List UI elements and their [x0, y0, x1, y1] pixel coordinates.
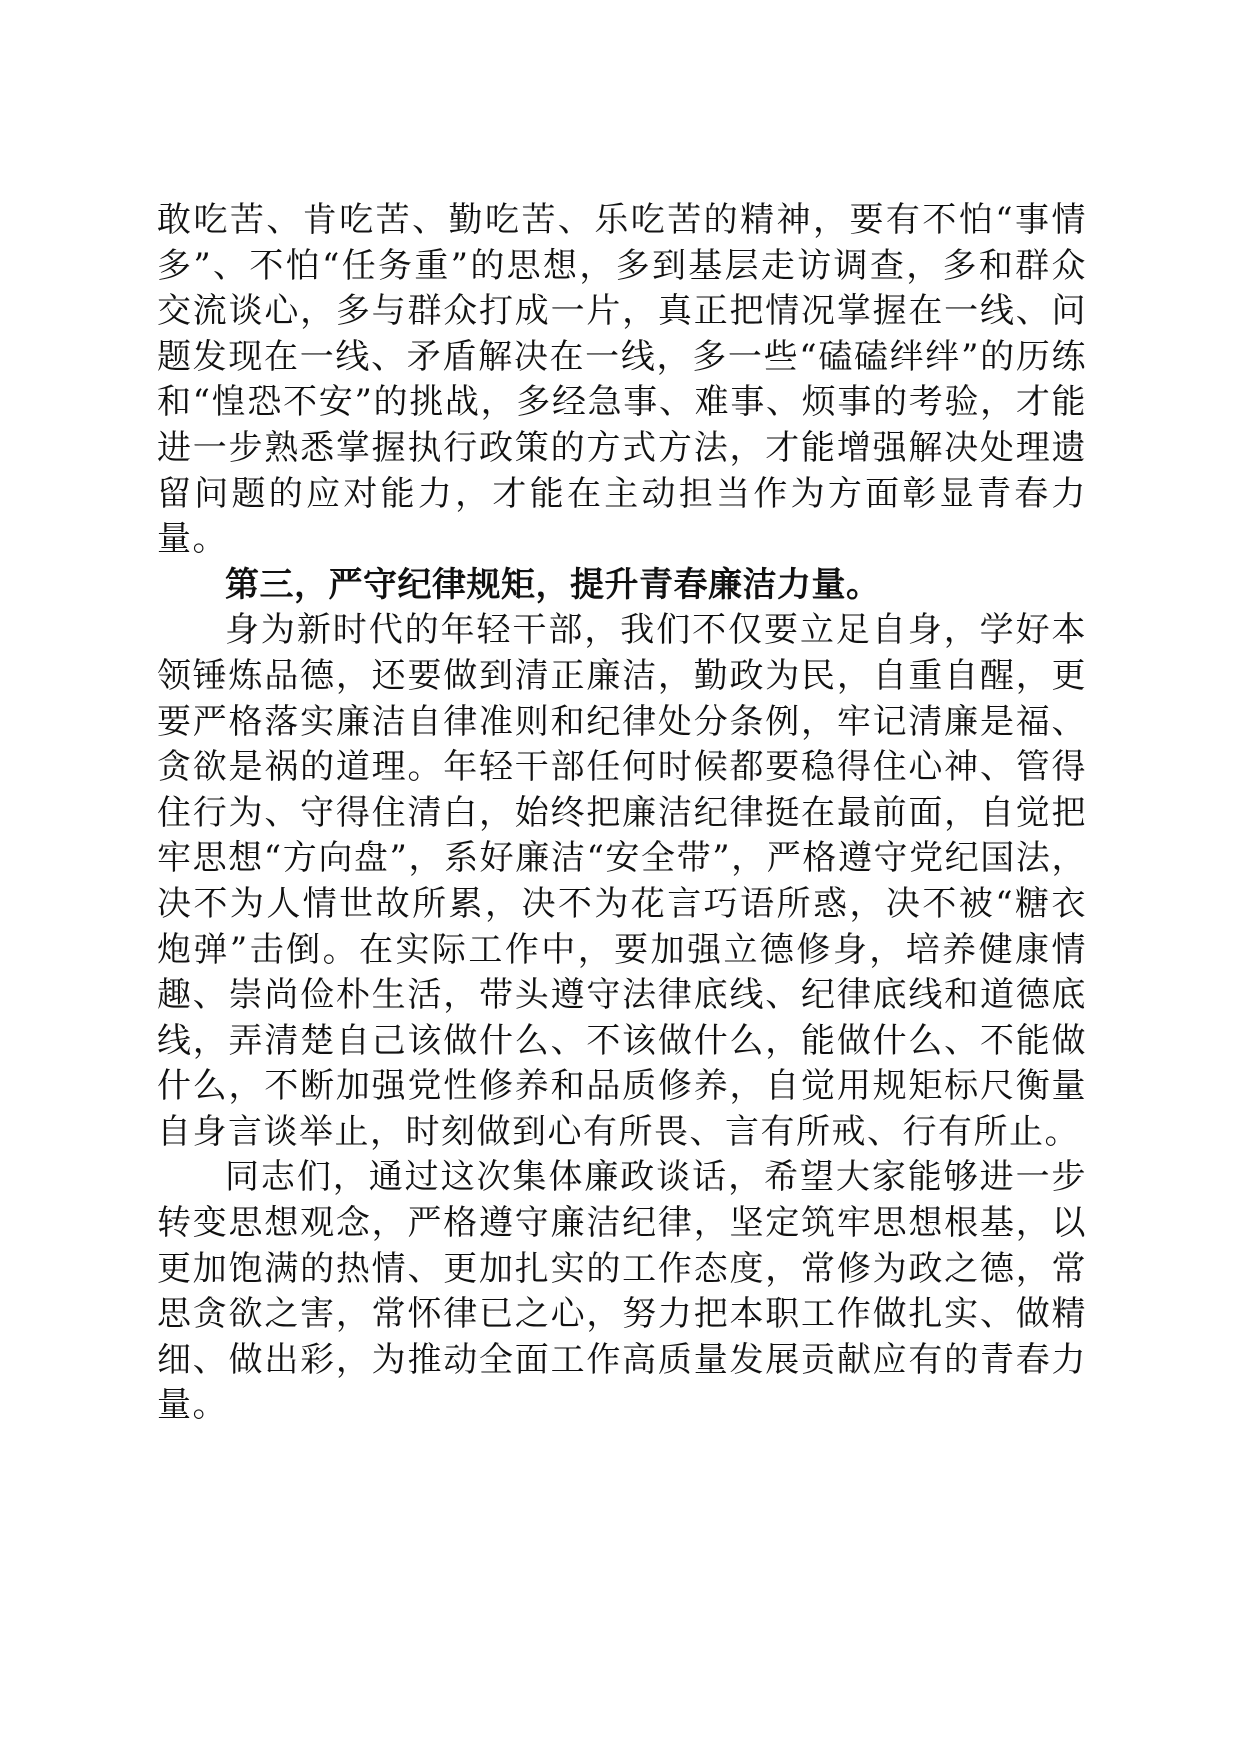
paragraph-continuation: 敢吃苦、肯吃苦、勤吃苦、乐吃苦的精神，要有不怕“事情多”、不怕“任务重”的思想，多到基层走访调查，多和群众交流谈心，多与群众打成一片，真正把情况掌握在一线、问题发现在一线、矛盾解决在一线，多一些“磕磕绊绊”的历练和“惶恐不安”的挑战，多经急事、难事、烦事的考验，才能进一步熟悉掌握执行政策的方式方法，才能增强解决处理遗留问题的应对能力，才能在主动担当作为方面彰显青春力量。 [157, 200, 1087, 560]
paragraph-closing: 同志们，通过这次集体廉政谈话，希望大家能够进一步转变思想观念，严格遵守廉洁纪律，坚定筑牢思想根基，以更加饱满的热情、更加扎实的工作态度，常修为政之德，常思贪欲之害，常怀律已之心，努力把本职工作做扎实、做精细、做出彩，为推动全面工作高质量发展贡献应有的青春力量。 [157, 1157, 1087, 1426]
section-three-heading: 第三，严守纪律规矩，提升青春廉洁力量。 [225, 564, 881, 605]
paragraph-section-three-body: 身为新时代的年轻干部，我们不仅要立足自身，学好本领锤炼品德，还要做到清正廉洁，勤政为民，自重自醒，更要严格落实廉洁自律准则和纪律处分条例，牢记清廉是福、贪欲是祸的道理。年轻干部任何时候都要稳得住心神、管得住行为、守得住清白，始终把廉洁纪律挺在最前面，自觉把牢思想“方向盘”，系好廉洁“安全带”，严格遵守党纪国法，决不为人情世故所累，决不为花言巧语所惑，决不被“糖衣炮弹”击倒。在实际工作中，要加强立德修身，培养健康情趣、崇尚俭朴生活，带头遵守法律底线、纪律底线和道德底线，弄清楚自己该做什么、不该做什么，能做什么、不能做什么，不断加强党性修养和品质修养，自觉用规矩标尺衡量自身言谈举止，时刻做到心有所畏、言有所戒、行有所止。 [157, 610, 1087, 1152]
document-body [157, 198, 1087, 1429]
